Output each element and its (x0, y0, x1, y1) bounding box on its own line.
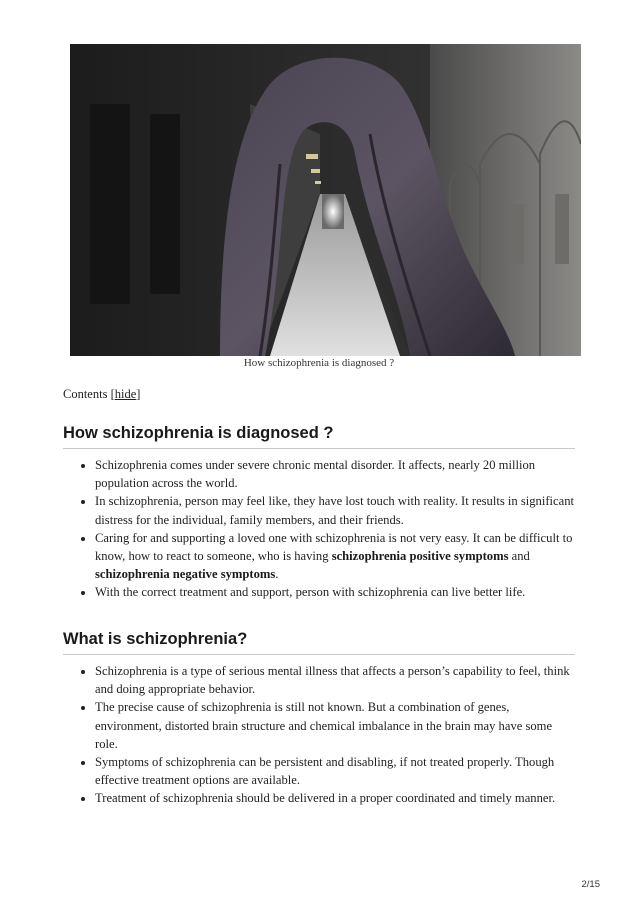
list-item-text: . (275, 567, 279, 582)
list-item: • In schizophrenia, person may feel like, they have lost touch with reality. It results in significant distress for the individual, family members, and their friends. (95, 492, 575, 528)
bullet-list (63, 456, 575, 602)
contents-bracket: ] (136, 387, 141, 401)
contents-label: Contents [ (63, 387, 115, 401)
list-item-text: and (508, 549, 530, 564)
list-item: • Symptoms of schizophrenia can be persistent and disabling, if not treated properly. Though effective treatment options are available. (95, 753, 575, 789)
figure-caption: How schizophrenia is diagnosed ? (243, 357, 395, 369)
list-item: • With the correct treatment and support, person with schizophrenia can live better life. (95, 583, 575, 601)
section-what-is (63, 630, 575, 808)
list-item (95, 529, 575, 584)
section-heading: How schizophrenia is diagnosed ? (63, 424, 575, 449)
section-how-diagnosed (63, 424, 575, 602)
list-item: • Treatment of schizophrenia should be delivered in a proper coordinated and timely manner. (95, 789, 575, 807)
section-heading: What is schizophrenia? (63, 630, 575, 655)
bold-term-positive: schizophrenia positive symptoms (331, 549, 509, 564)
list-item: • Schizophrenia is a type of serious mental illness that affects a person’s capability to feel, think and doing appropriate behavior. (95, 662, 575, 698)
hero-image (70, 44, 581, 356)
list-item: • Schizophrenia comes under severe chronic mental disorder. It affects, nearly 20 million population across the world. (95, 456, 575, 492)
table-of-contents (63, 387, 140, 402)
page-number: 2/15 (581, 879, 600, 890)
list-item: • The precise cause of schizophrenia is still not known. But a combination of genes, environment, distorted brain structure and chemical imbalance in the brain may have some role. (95, 698, 575, 753)
bold-term-negative: schizophrenia negative symptoms (95, 567, 276, 582)
hide-contents-link[interactable]: hide (114, 387, 137, 401)
list-item-text: Caring for and supporting a loved one with schizophrenia is not very easy. It can be difficult to know, how to react to someone, who is having (95, 530, 573, 564)
bullet-list (63, 662, 575, 808)
